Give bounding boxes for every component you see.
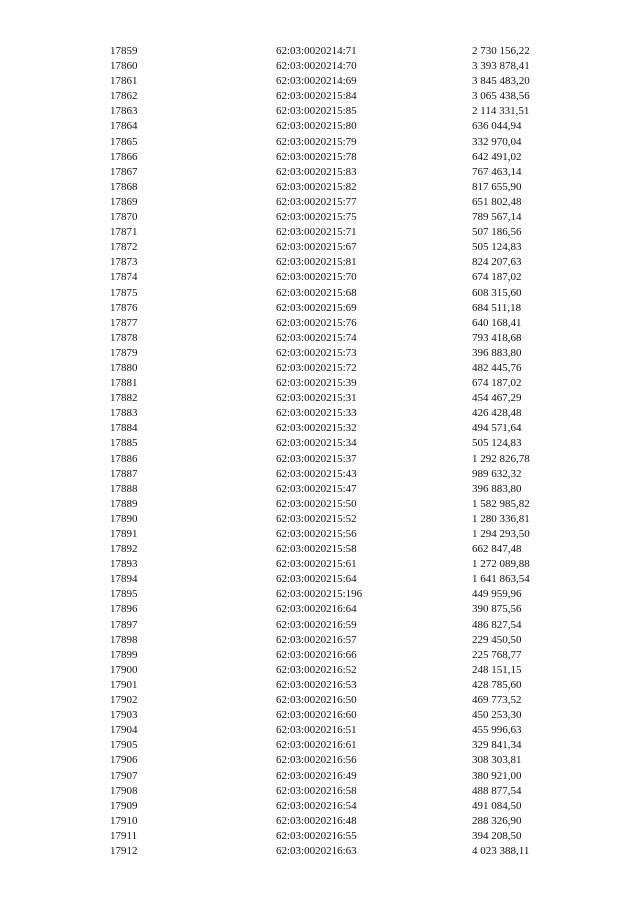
cadastral-number: 62:03:0020215:72 — [276, 361, 357, 374]
cadastral-value: 329 841,34 — [472, 739, 522, 752]
row-number: 17874 — [110, 271, 138, 284]
row-number: 17912 — [110, 844, 138, 857]
table-row — [0, 799, 640, 814]
cadastral-value: 642 491,02 — [472, 150, 522, 163]
table-row — [0, 104, 640, 119]
cadastral-number: 62:03:0020215:37 — [276, 452, 357, 465]
cadastral-number: 62:03:0020215:43 — [276, 467, 357, 480]
cadastral-number: 62:03:0020215:68 — [276, 286, 357, 299]
cadastral-value: 1 272 089,88 — [472, 558, 530, 571]
table-row — [0, 693, 640, 708]
row-number: 17889 — [110, 497, 138, 510]
row-number: 17879 — [110, 346, 138, 359]
cadastral-number: 62:03:0020215:32 — [276, 422, 357, 435]
row-number: 17911 — [110, 829, 138, 842]
table-row — [0, 361, 640, 376]
cadastral-number: 62:03:0020216:50 — [276, 694, 357, 707]
cadastral-number: 62:03:0020215:74 — [276, 331, 357, 344]
cadastral-number: 62:03:0020214:70 — [276, 60, 357, 73]
table-row — [0, 376, 640, 391]
cadastral-value: 449 959,96 — [472, 588, 522, 601]
table-row — [0, 135, 640, 150]
cadastral-value: 608 315,60 — [472, 286, 522, 299]
cadastral-value: 789 567,14 — [472, 211, 522, 224]
table-row — [0, 346, 640, 361]
table-row — [0, 557, 640, 572]
cadastral-value: 662 847,48 — [472, 543, 522, 556]
cadastral-value: 674 187,02 — [472, 377, 522, 390]
cadastral-value: 486 827,54 — [472, 618, 522, 631]
table-row — [0, 391, 640, 406]
cadastral-value: 390 875,56 — [472, 603, 522, 616]
table-row — [0, 738, 640, 753]
cadastral-value: 1 294 293,50 — [472, 528, 530, 540]
cadastral-value: 684 511,18 — [472, 301, 522, 314]
row-number: 17877 — [110, 316, 138, 329]
cadastral-value: 225 768,77 — [472, 648, 522, 661]
cadastral-value: 482 445,76 — [472, 361, 522, 374]
cadastral-value: 488 877,54 — [472, 784, 522, 797]
cadastral-number: 62:03:0020215:31 — [276, 392, 357, 405]
cadastral-value: 640 168,41 — [472, 316, 522, 329]
table-row — [0, 180, 640, 195]
row-number: 17906 — [110, 754, 138, 767]
cadastral-value: 989 632,32 — [472, 467, 522, 480]
table-row — [0, 331, 640, 346]
cadastral-number: 62:03:0020216:54 — [276, 799, 357, 812]
table-row — [0, 527, 640, 542]
cadastral-number: 62:03:0020215:79 — [276, 135, 357, 148]
cadastral-number: 62:03:0020215:80 — [276, 120, 357, 133]
cadastral-number: 62:03:0020215:33 — [276, 407, 357, 420]
row-number: 17881 — [110, 377, 138, 390]
cadastral-number: 62:03:0020216:57 — [276, 633, 357, 646]
row-number: 17883 — [110, 407, 138, 420]
cadastral-value: 3 065 438,56 — [472, 90, 530, 103]
table-row — [0, 301, 640, 316]
row-number: 17892 — [110, 543, 138, 556]
cadastral-number: 62:03:0020215:75 — [276, 211, 357, 224]
cadastral-value: 2 730 156,22 — [472, 45, 530, 57]
table-row — [0, 633, 640, 648]
table-row — [0, 482, 640, 497]
table-row — [0, 210, 640, 225]
cadastral-value: 454 467,29 — [472, 392, 522, 405]
row-number: 17860 — [110, 60, 138, 73]
cadastral-value: 3 845 483,20 — [472, 75, 530, 88]
table-row — [0, 618, 640, 633]
table-row — [0, 572, 640, 587]
cadastral-value: 308 303,81 — [472, 754, 522, 767]
cadastral-value: 494 571,64 — [472, 422, 522, 435]
cadastral-number: 62:03:0020215:76 — [276, 316, 357, 329]
table-row — [0, 406, 640, 421]
cadastral-number: 62:03:0020216:48 — [276, 814, 357, 827]
table-row — [0, 467, 640, 482]
cadastral-number: 62:03:0020215:56 — [276, 528, 357, 540]
cadastral-number: 62:03:0020216:63 — [276, 844, 357, 857]
cadastral-value: 332 970,04 — [472, 135, 522, 148]
cadastral-value: 491 084,50 — [472, 799, 522, 812]
cadastral-value: 1 292 826,78 — [472, 452, 530, 465]
cadastral-value: 248 151,15 — [472, 663, 522, 676]
table-row — [0, 497, 640, 512]
cadastral-value: 426 428,48 — [472, 407, 522, 420]
table-row — [0, 165, 640, 180]
row-number: 17894 — [110, 573, 138, 586]
row-number: 17871 — [110, 226, 138, 239]
row-number: 17893 — [110, 558, 138, 571]
row-number: 17870 — [110, 211, 138, 224]
cadastral-value: 229 450,50 — [472, 633, 522, 646]
cadastral-number: 62:03:0020216:53 — [276, 678, 357, 691]
cadastral-number: 62:03:0020215:70 — [276, 271, 357, 284]
row-number: 17866 — [110, 150, 138, 163]
row-number: 17902 — [110, 694, 138, 707]
table-row — [0, 74, 640, 89]
cadastral-number: 62:03:0020214:69 — [276, 75, 357, 88]
cadastral-number: 62:03:0020215:34 — [276, 437, 357, 450]
row-number: 17878 — [110, 331, 138, 344]
row-number: 17904 — [110, 724, 138, 737]
cadastral-number: 62:03:0020216:59 — [276, 618, 357, 631]
cadastral-number: 62:03:0020215:77 — [276, 195, 357, 208]
row-number: 17895 — [110, 588, 138, 601]
cadastral-value: 1 641 863,54 — [472, 573, 530, 586]
cadastral-value: 394 208,50 — [472, 829, 522, 842]
table-row — [0, 602, 640, 617]
row-number: 17905 — [110, 739, 138, 752]
table-row — [0, 784, 640, 799]
cadastral-value: 4 023 388,11 — [472, 844, 530, 857]
cadastral-number: 62:03:0020215:39 — [276, 377, 357, 390]
table-row — [0, 421, 640, 436]
row-number: 17909 — [110, 799, 138, 812]
table-row — [0, 195, 640, 210]
row-number: 17887 — [110, 467, 138, 480]
cadastral-number: 62:03:0020214:71 — [276, 45, 357, 57]
table-row — [0, 708, 640, 723]
table-row — [0, 150, 640, 165]
table-row — [0, 844, 640, 859]
row-number: 17899 — [110, 648, 138, 661]
cadastral-value: 651 802,48 — [472, 195, 522, 208]
row-number: 17861 — [110, 75, 138, 88]
table-row — [0, 663, 640, 678]
cadastral-number: 62:03:0020215:73 — [276, 346, 357, 359]
row-number: 17890 — [110, 512, 138, 525]
cadastral-value: 1 582 985,82 — [472, 497, 530, 510]
row-number: 17876 — [110, 301, 138, 314]
table-row — [0, 452, 640, 467]
table-row — [0, 587, 640, 602]
cadastral-value: 505 124,83 — [472, 437, 522, 450]
row-number: 17886 — [110, 452, 138, 465]
cadastral-value: 3 393 878,41 — [472, 60, 530, 73]
row-number: 17864 — [110, 120, 138, 133]
cadastral-value: 396 883,80 — [472, 346, 522, 359]
row-number: 17908 — [110, 784, 138, 797]
cadastral-number: 62:03:0020216:56 — [276, 754, 357, 767]
cadastral-number: 62:03:0020216:55 — [276, 829, 357, 842]
table-row — [0, 119, 640, 134]
cadastral-value: 1 280 336,81 — [472, 512, 530, 525]
cadastral-value: 793 418,68 — [472, 331, 522, 344]
cadastral-value: 767 463,14 — [472, 165, 522, 178]
cadastral-number: 62:03:0020215:67 — [276, 241, 357, 254]
cadastral-number: 62:03:0020216:60 — [276, 709, 357, 722]
row-number: 17869 — [110, 195, 138, 208]
row-number: 17862 — [110, 90, 138, 103]
row-number: 17910 — [110, 814, 138, 827]
cadastral-number: 62:03:0020215:81 — [276, 256, 357, 269]
row-number: 17863 — [110, 105, 138, 118]
row-number: 17903 — [110, 709, 138, 722]
cadastral-value: 636 044,94 — [472, 120, 522, 133]
table-row — [0, 678, 640, 693]
table-row — [0, 270, 640, 285]
row-number: 17868 — [110, 180, 138, 193]
cadastral-number: 62:03:0020216:58 — [276, 784, 357, 797]
row-number: 17867 — [110, 165, 138, 178]
cadastral-number: 62:03:0020215:64 — [276, 573, 357, 586]
cadastral-number: 62:03:0020216:49 — [276, 769, 357, 782]
cadastral-value: 428 785,60 — [472, 678, 522, 691]
cadastral-value: 507 186,56 — [472, 226, 522, 239]
table-row — [0, 542, 640, 557]
row-number: 17907 — [110, 769, 138, 782]
table-row — [0, 753, 640, 768]
cadastral-number: 62:03:0020216:61 — [276, 739, 357, 752]
row-number: 17875 — [110, 286, 138, 299]
cadastral-number: 62:03:0020215:47 — [276, 482, 357, 495]
cadastral-number: 62:03:0020215:69 — [276, 301, 357, 314]
row-number: 17897 — [110, 618, 138, 631]
cadastral-number: 62:03:0020216:64 — [276, 603, 357, 616]
cadastral-number: 62:03:0020215:85 — [276, 105, 357, 118]
cadastral-value: 674 187,02 — [472, 271, 522, 284]
table-row — [0, 240, 640, 255]
row-number: 17872 — [110, 241, 138, 254]
row-number: 17873 — [110, 256, 138, 269]
cadastral-value: 288 326,90 — [472, 814, 522, 827]
table-row — [0, 44, 640, 59]
cadastral-value: 380 921,00 — [472, 769, 522, 782]
table-row — [0, 648, 640, 663]
cadastral-value: 824 207,63 — [472, 256, 522, 269]
row-number: 17859 — [110, 45, 138, 57]
cadastral-number: 62:03:0020215:78 — [276, 150, 357, 163]
cadastral-number: 62:03:0020215:82 — [276, 180, 357, 193]
table-row — [0, 59, 640, 74]
cadastral-number: 62:03:0020216:51 — [276, 724, 357, 737]
row-number: 17865 — [110, 135, 138, 148]
cadastral-number: 62:03:0020215:52 — [276, 512, 357, 525]
cadastral-value: 469 773,52 — [472, 694, 522, 707]
row-number: 17880 — [110, 361, 138, 374]
cadastral-number: 62:03:0020216:66 — [276, 648, 357, 661]
table-row — [0, 814, 640, 829]
cadastral-value: 455 996,63 — [472, 724, 522, 737]
table-row — [0, 225, 640, 240]
cadastral-number: 62:03:0020215:83 — [276, 165, 357, 178]
cadastral-value: 450 253,30 — [472, 709, 522, 722]
table-row — [0, 286, 640, 301]
table-row — [0, 723, 640, 738]
row-number: 17885 — [110, 437, 138, 450]
row-number: 17901 — [110, 678, 138, 691]
table-row — [0, 769, 640, 784]
cadastral-number: 62:03:0020215:61 — [276, 558, 357, 571]
table-row — [0, 829, 640, 844]
row-number: 17882 — [110, 392, 138, 405]
table-row — [0, 255, 640, 270]
table-row — [0, 316, 640, 331]
cadastral-value: 396 883,80 — [472, 482, 522, 495]
cadastral-value-table — [0, 44, 640, 859]
cadastral-value: 2 114 331,51 — [472, 105, 530, 118]
cadastral-number: 62:03:0020215:84 — [276, 90, 357, 103]
row-number: 17896 — [110, 603, 138, 616]
row-number: 17891 — [110, 528, 138, 540]
table-row — [0, 89, 640, 104]
cadastral-value: 817 655,90 — [472, 180, 522, 193]
table-row — [0, 436, 640, 451]
cadastral-number: 62:03:0020216:52 — [276, 663, 357, 676]
cadastral-number: 62:03:0020215:71 — [276, 226, 357, 239]
row-number: 17900 — [110, 663, 138, 676]
row-number: 17884 — [110, 422, 138, 435]
table-row — [0, 512, 640, 527]
cadastral-number: 62:03:0020215:50 — [276, 497, 357, 510]
row-number: 17898 — [110, 633, 138, 646]
row-number: 17888 — [110, 482, 138, 495]
cadastral-number: 62:03:0020215:196 — [276, 588, 363, 601]
cadastral-number: 62:03:0020215:58 — [276, 543, 357, 556]
cadastral-value: 505 124,83 — [472, 241, 522, 254]
